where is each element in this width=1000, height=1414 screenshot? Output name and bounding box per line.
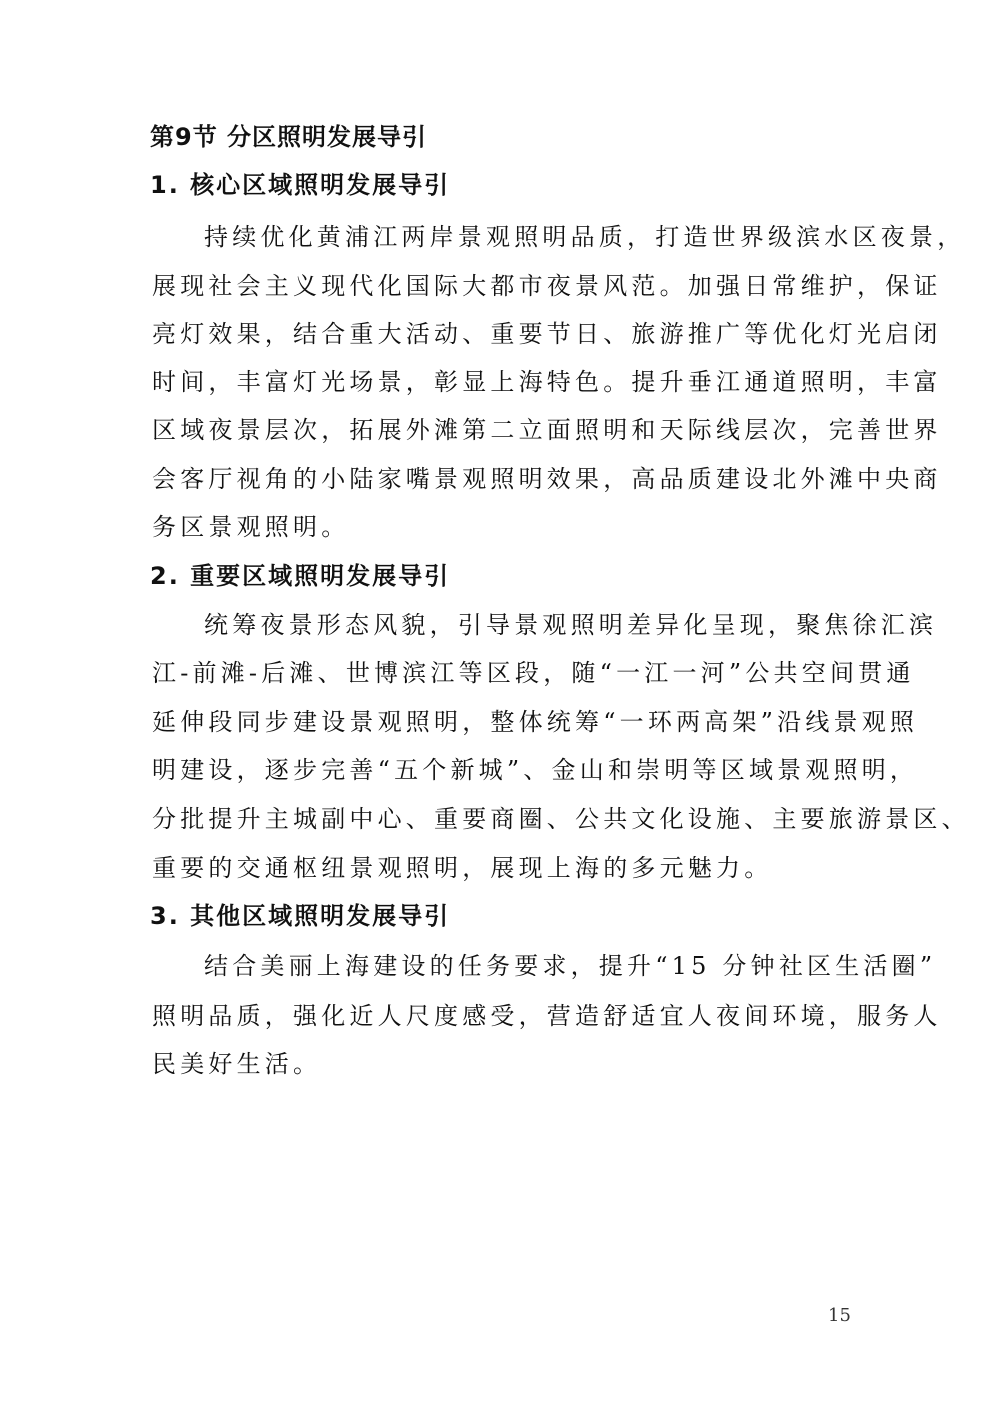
paragraph-line: 结合美丽上海建设的任务要求，提升“15 分钟社区生活圈” [204,952,937,980]
paragraph-line: 展现社会主义现代化国际大都市夜景风范。加强日常维护，保证 [152,272,942,300]
paragraph-line: 统筹夜景形态风貌，引导景观照明差异化呈现，聚焦徐汇滨 [204,611,938,639]
paragraph-line: 江-前滩-后滩、世博滨江等区段，随“一江一河”公共空间贯通 [152,659,915,687]
paragraph-line: 会客厅视角的小陆家嘴景观照明效果，高品质建设北外滩中央商 [152,465,942,493]
paragraph-line: 亮灯效果，结合重大活动、重要节日、旅游推广等优化灯光启闭 [152,320,942,348]
paragraph-line: 时间，丰富灯光场景，彰显上海特色。提升垂江通道照明，丰富 [152,368,942,396]
paragraph-line: 照明品质，强化近人尺度感受，营造舒适宜人夜间环境，服务人 [152,1002,942,1030]
subsection-heading-2: 2. 重要区域照明发展导引 [150,562,451,590]
paragraph-line: 区域夜景层次，拓展外滩第二立面照明和天际线层次，完善世界 [152,416,942,444]
subsection-heading-3: 3. 其他区域照明发展导引 [150,902,451,930]
paragraph-line: 务区景观照明。 [152,513,350,541]
subsection-heading-1: 1. 核心区域照明发展导引 [150,171,451,199]
paragraph-line: 持续优化黄浦江两岸景观照明品质，打造世界级滨水区夜景， [204,223,966,251]
paragraph-line: 分批提升主城副中心、重要商圈、公共文化设施、主要旅游景区、 [152,805,970,833]
paragraph-line: 明建设，逐步完善“五个新城”、金山和崇明等区域景观照明， [152,756,919,784]
paragraph-line: 延伸段同步建设景观照明，整体统筹“一环两高架”沿线景观照 [152,708,919,736]
paragraph-line: 民美好生活。 [152,1050,322,1078]
page-number: 15 [828,1305,851,1326]
section-title: 第9节 分区照明发展导引 [150,123,428,151]
paragraph-line: 重要的交通枢纽景观照明，展现上海的多元魅力。 [152,854,773,882]
